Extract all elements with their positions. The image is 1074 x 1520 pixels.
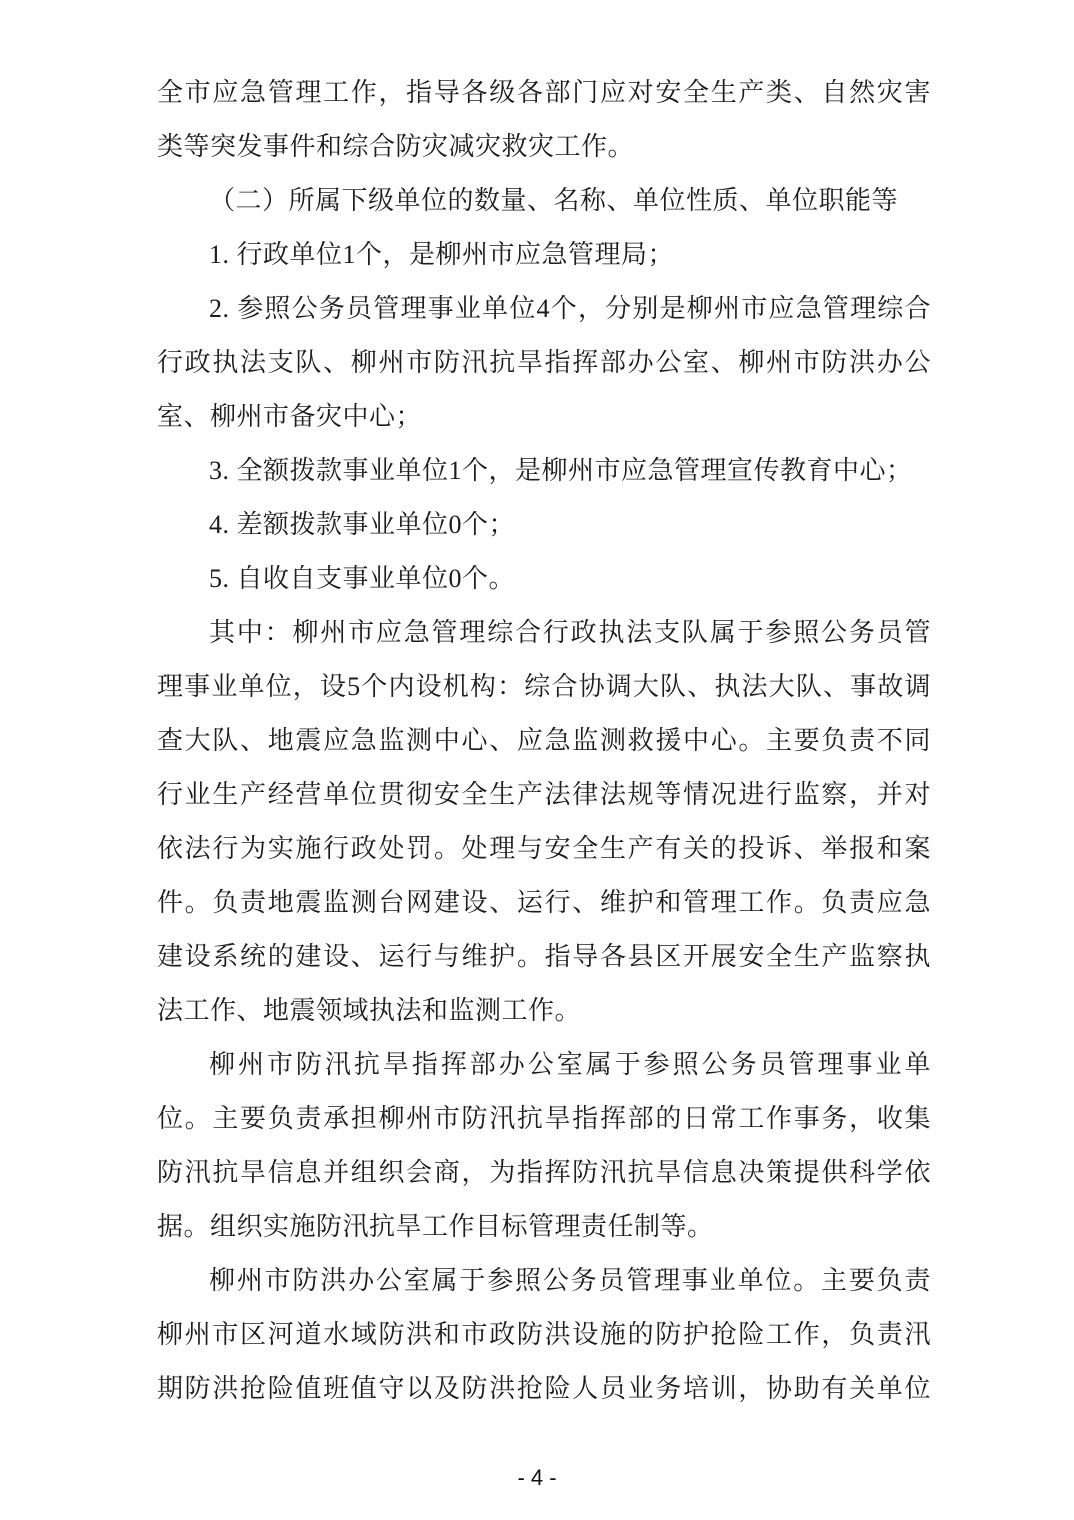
text-line: 行政执法支队、柳州市防汛抗旱指挥部办公室、柳州市防洪办公 bbox=[157, 348, 931, 377]
document-body bbox=[157, 66, 931, 1416]
text-line: 位。主要负责承担柳州市防汛抗旱指挥部的日常工作事务，收集 bbox=[157, 1104, 931, 1133]
page-number: - 4 - bbox=[517, 1465, 557, 1490]
text-line: 防汛抗旱信息并组织会商，为指挥防汛抗旱信息决策提供科学依 bbox=[157, 1158, 931, 1187]
text-line: 3. 全额拨款事业单位1个，是柳州市应急管理宣传教育中心； bbox=[209, 456, 913, 485]
text-line: 依法行为实施行政处罚。处理与安全生产有关的投诉、举报和案 bbox=[157, 834, 931, 863]
text-line: 2. 参照公务员管理事业单位4个，分别是柳州市应急管理综合 bbox=[209, 294, 931, 323]
text-line: 法工作、地震领域执法和监测工作。 bbox=[157, 996, 582, 1025]
text-line: 查大队、地震应急监测中心、应急监测救援中心。主要负责不同 bbox=[157, 726, 931, 755]
text-line: 理事业单位，设5个内设机构：综合协调大队、执法大队、事故调 bbox=[157, 672, 931, 701]
text-line: 室、柳州市备灾中心； bbox=[157, 402, 423, 431]
text-line: 全市应急管理工作，指导各级各部门应对安全生产类、自然灾害 bbox=[157, 78, 931, 107]
text-line: 件。负责地震监测台网建设、运行、维护和管理工作。负责应急 bbox=[157, 888, 931, 917]
text-line: 类等突发事件和综合防灾减灾救灾工作。 bbox=[157, 132, 635, 161]
text-line: （二）所属下级单位的数量、名称、单位性质、单位职能等 bbox=[209, 186, 899, 215]
text-line: 4. 差额拨款事业单位0个； bbox=[209, 510, 516, 539]
text-line: 行业生产经营单位贯彻安全生产法律法规等情况进行监察，并对 bbox=[157, 780, 931, 809]
text-line: 其中：柳州市应急管理综合行政执法支队属于参照公务员管 bbox=[209, 618, 931, 647]
text-line: 1. 行政单位1个，是柳州市应急管理局； bbox=[209, 240, 675, 269]
text-line: 据。组织实施防汛抗旱工作目标管理责任制等。 bbox=[157, 1212, 714, 1241]
text-line: 柳州市区河道水域防洪和市政防洪设施的防护抢险工作，负责汛 bbox=[157, 1320, 931, 1349]
text-line: 5. 自收自支事业单位0个。 bbox=[209, 564, 516, 593]
text-line: 建设系统的建设、运行与维护。指导各县区开展安全生产监察执 bbox=[157, 942, 931, 971]
text-line: 柳州市防洪办公室属于参照公务员管理事业单位。主要负责 bbox=[209, 1266, 931, 1295]
text-line: 柳州市防汛抗旱指挥部办公室属于参照公务员管理事业单 bbox=[209, 1050, 931, 1079]
text-line: 期防洪抢险值班值守以及防洪抢险人员业务培训，协助有关单位 bbox=[157, 1374, 931, 1403]
